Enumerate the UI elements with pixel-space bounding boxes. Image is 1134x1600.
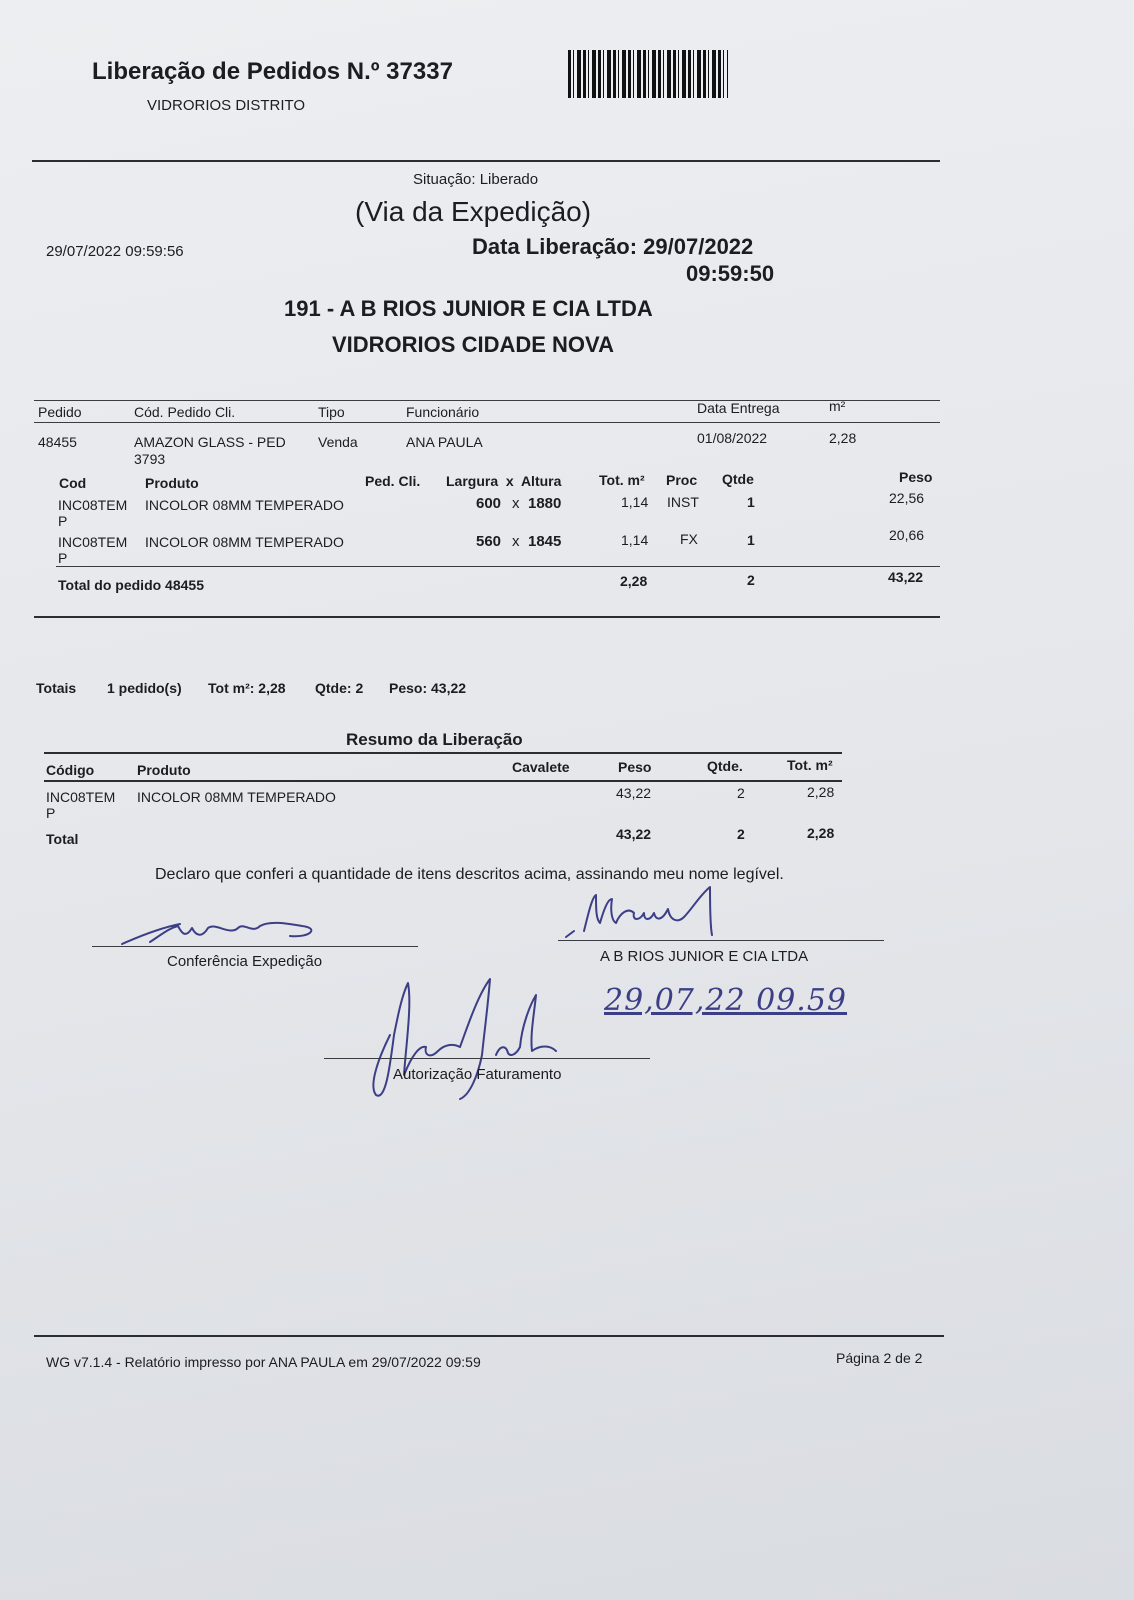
items-total-label: Total do pedido 48455 [58, 577, 204, 593]
col-m2: m² [829, 398, 846, 414]
item-col-dims: Largura x Altura [446, 473, 562, 489]
summary-col-qtde: Qtde. [707, 758, 743, 774]
col-data-entrega: Data Entrega [697, 400, 780, 416]
totals-pedidos: 1 pedido(s) [107, 680, 182, 696]
totals-qtde: Qtde: 2 [315, 680, 364, 696]
via-title: (Via da Expedição) [355, 196, 592, 227]
item-proc: FX [680, 531, 698, 547]
order-table-header-line [34, 422, 940, 423]
summary-total-qtde: 2 [737, 826, 745, 842]
item-cod-2: P [58, 550, 68, 566]
item-col-cod: Cod [59, 475, 87, 491]
order-m2: 2,28 [829, 430, 857, 446]
item-peso: 20,66 [889, 527, 925, 543]
footer-divider [34, 1335, 944, 1337]
item-col-ped-cli: Ped. Cli. [365, 473, 421, 489]
summary-total-m2: 2,28 [807, 825, 835, 841]
item-cod-2: P [58, 513, 68, 529]
conferencia-label: Conferência Expedição [167, 953, 323, 970]
client-store: VIDRORIOS CIDADE NOVA [332, 332, 614, 357]
item-produto: INCOLOR 08MM TEMPERADO [145, 497, 344, 513]
summary-top-line [44, 752, 842, 754]
item-col-qtde: Qtde [722, 471, 754, 487]
item-col-tot-m2: Tot. m² [599, 472, 645, 488]
header-divider [32, 160, 940, 162]
item-largura: 600 [476, 495, 502, 512]
item-col-produto: Produto [145, 475, 199, 491]
item-col-proc: Proc [666, 472, 698, 488]
summary-tot-m2: 2,28 [807, 784, 835, 800]
summary-total-peso: 43,22 [616, 826, 652, 842]
item-cod-1: INC08TEM [58, 497, 128, 513]
release-date: Data Liberação: 29/07/2022 [472, 234, 754, 259]
order-funcionario: ANA PAULA [406, 434, 483, 450]
summary-codigo-1: INC08TEM [46, 789, 116, 805]
summary-col-peso: Peso [618, 759, 652, 775]
signature-line-client [558, 940, 884, 941]
item-x: x [512, 533, 520, 550]
item-tot-m2: 1,14 [621, 494, 649, 510]
order-cod-cli-2: 3793 [134, 451, 166, 467]
item-qtde: 1 [747, 494, 755, 510]
col-pedido: Pedido [38, 404, 82, 420]
footer-page-number: Página 2 de 2 [836, 1350, 923, 1366]
item-x: x [512, 495, 520, 512]
order-tipo: Venda [318, 434, 358, 450]
items-total-m2: 2,28 [620, 573, 648, 589]
col-funcionario: Funcionário [406, 404, 480, 420]
summary-codigo-2: P [46, 805, 56, 821]
signature-autorizacao [360, 975, 590, 1105]
item-tot-m2: 1,14 [621, 532, 649, 548]
summary-col-tot-m2: Tot. m² [787, 757, 833, 773]
order-table-top-line [34, 400, 940, 401]
summary-title: Resumo da Liberação [346, 730, 523, 749]
totals-m2: Tot m²: 2,28 [208, 680, 286, 696]
summary-total-label: Total [46, 831, 79, 847]
release-time: 09:59:50 [686, 261, 775, 286]
item-peso: 22,56 [889, 490, 925, 506]
client-signature-label: A B RIOS JUNIOR E CIA LTDA [600, 948, 809, 965]
summary-col-produto: Produto [137, 762, 191, 778]
item-largura: 560 [476, 533, 502, 550]
summary-qtde: 2 [737, 785, 745, 801]
summary-col-codigo: Código [46, 762, 95, 778]
item-qtde: 1 [747, 532, 755, 548]
col-cod-pedido-cli: Cód. Pedido Cli. [134, 404, 236, 420]
signature-conferencia [120, 918, 330, 948]
client-name: 191 - A B RIOS JUNIOR E CIA LTDA [284, 296, 653, 321]
items-total-line [56, 566, 940, 567]
item-altura: 1880 [528, 495, 562, 512]
signature-line-autorizacao [324, 1058, 650, 1059]
col-tipo: Tipo [318, 404, 345, 420]
totals-label: Totais [36, 680, 77, 696]
document-title: Liberação de Pedidos N.º 37337 [92, 58, 453, 85]
item-altura: 1845 [528, 533, 562, 550]
print-datetime: 29/07/2022 09:59:56 [46, 243, 184, 260]
item-col-peso: Peso [899, 469, 933, 485]
barcode [568, 50, 728, 98]
order-data-entrega: 01/08/2022 [697, 430, 768, 446]
autorizacao-label: Autorização Faturamento [393, 1066, 562, 1083]
signature-client [560, 885, 780, 955]
items-total-peso: 43,22 [888, 569, 924, 585]
company-name: VIDRORIOS DISTRITO [147, 97, 306, 114]
order-cod-cli-1: AMAZON GLASS - PED [134, 434, 286, 450]
signature-line-conferencia [92, 946, 418, 947]
summary-header-line [44, 780, 842, 782]
footer-printed-by: WG v7.1.4 - Relatório impresso por ANA PAULA em 29/07/2022 09:59 [46, 1354, 481, 1370]
status-text: Situação: Liberado [413, 171, 539, 188]
summary-peso: 43,22 [616, 785, 652, 801]
order-pedido: 48455 [38, 434, 77, 450]
items-end-line [34, 616, 940, 618]
items-total-qtde: 2 [747, 572, 755, 588]
item-produto: INCOLOR 08MM TEMPERADO [145, 534, 344, 550]
summary-produto: INCOLOR 08MM TEMPERADO [137, 789, 336, 805]
totals-peso: Peso: 43,22 [389, 680, 467, 696]
item-cod-1: INC08TEM [58, 534, 128, 550]
handwritten-date: 29,07,22 09.59 [604, 983, 848, 1018]
declaration-text: Declaro que conferi a quantidade de itens descritos acima, assinando meu nome legível. [155, 866, 784, 883]
summary-col-cavalete: Cavalete [512, 759, 570, 775]
item-proc: INST [667, 494, 699, 510]
